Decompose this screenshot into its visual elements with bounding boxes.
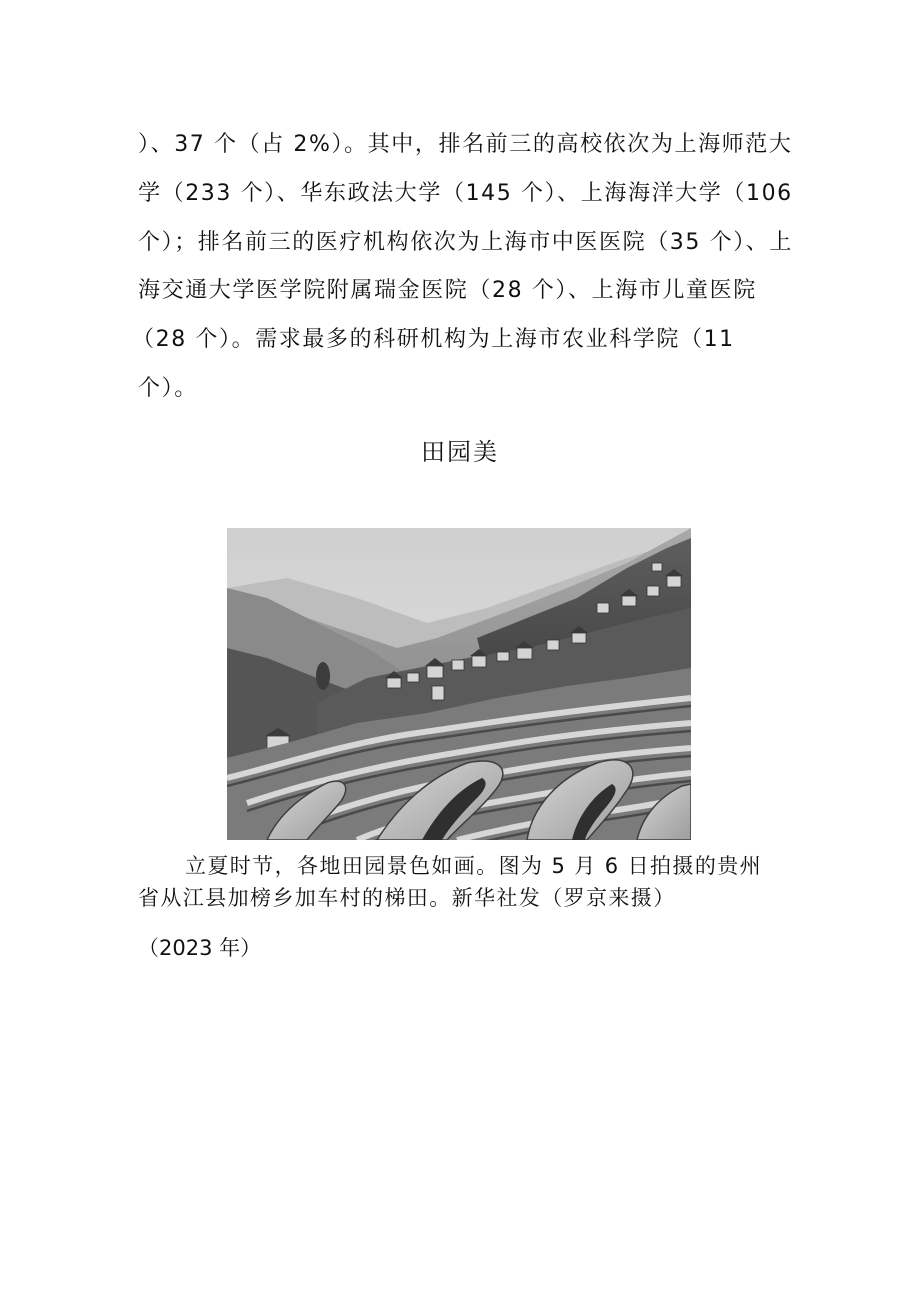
caption-line-2: 省从江县加榜乡加车村的梯田。新华社发（罗京来摄）	[138, 886, 676, 910]
paragraph-line-2: 学（233 个）、华东政法大学（145 个）、上海海洋大学（106	[138, 181, 793, 206]
paragraph-line-6: 个）。	[138, 376, 198, 401]
section-title: 田园美	[421, 438, 499, 466]
terraced-fields-photo	[227, 528, 691, 840]
paragraph-line-4: 海交通大学医学院附属瑞金医院（28 个）、上海市儿童医院	[138, 278, 757, 303]
paragraph-line-3: 个）；排名前三的医疗机构依次为上海市中医医院（35 个）、上	[138, 230, 793, 255]
paragraph-line-1: ）、37 个（占 2%）。其中，排名前三的高校依次为上海师范大	[138, 132, 793, 157]
paragraph-line-5: （28 个）。需求最多的科研机构为上海市农业科学院（11	[132, 327, 735, 352]
year-note: （2023 年）	[138, 936, 262, 960]
caption-line-1: 立夏时节，各地田园景色如画。图为 5 月 6 日拍摄的贵州	[185, 854, 763, 878]
